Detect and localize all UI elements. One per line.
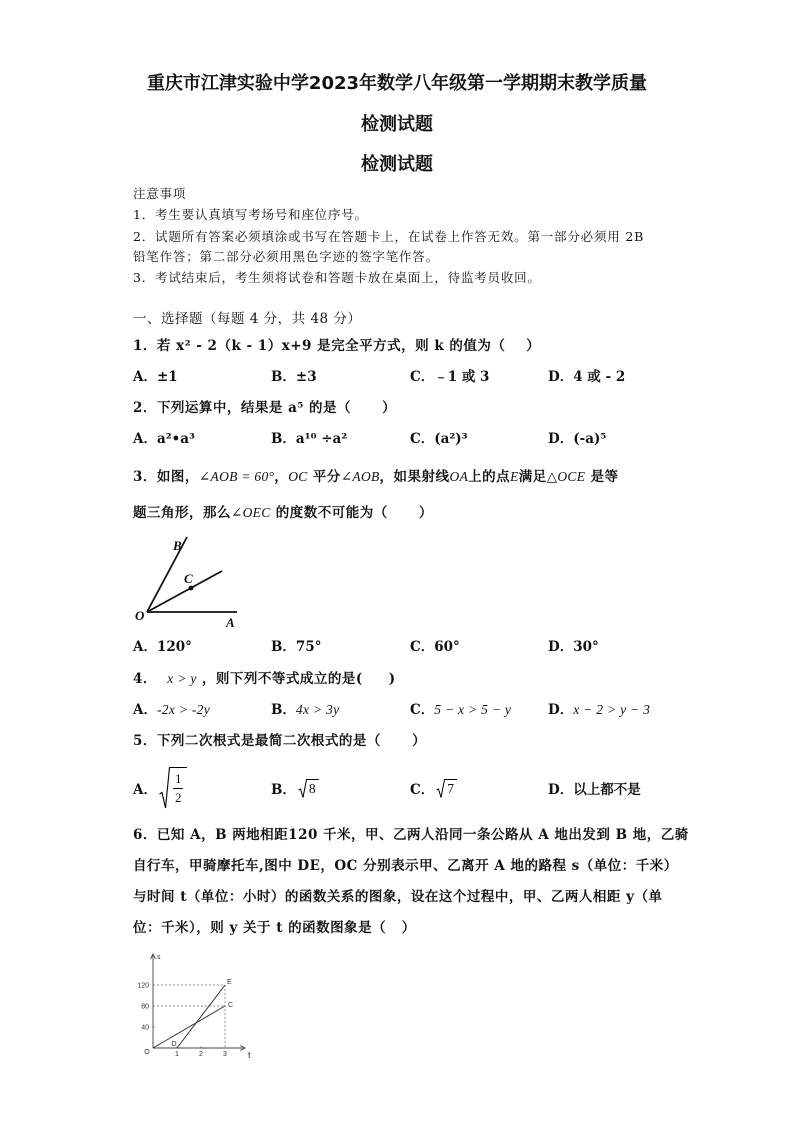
stem-text: 满足 (518, 469, 547, 485)
radical-sign-icon (159, 767, 170, 809)
option-text: 4x > 3y (295, 702, 340, 717)
option-label: A． (133, 639, 157, 655)
option-text: a¹⁰ ÷a² (295, 431, 348, 447)
stem-text: 平分 (307, 469, 341, 485)
label-o: O (135, 608, 145, 623)
option-text: 4 或 - 2 (573, 369, 626, 385)
math-expr: OA (449, 469, 469, 484)
point-label-d: D (171, 1041, 177, 1048)
distance-time-graph (130, 950, 255, 1065)
option-text: 5 − x > 5 − y (434, 702, 512, 717)
label-b: B (173, 538, 182, 553)
question-4-option-c (410, 701, 511, 719)
math-expr: ∠OEC (231, 505, 271, 520)
fraction-denominator: 2 (174, 790, 182, 805)
option-label: D． (548, 782, 574, 798)
stem-text: 4． (133, 671, 168, 687)
stem-text: 是等 (585, 469, 619, 485)
option-label: A． (133, 369, 157, 385)
y-axis-label: s (157, 954, 161, 961)
radicand: 8 (307, 779, 319, 797)
stem-text: 题三角形，那么 (133, 505, 231, 521)
sqrt-fraction (159, 767, 188, 809)
option-text: ±3 (295, 369, 317, 385)
point-c (189, 586, 194, 591)
question-5-option-d (548, 766, 641, 810)
question-3-option-d (548, 638, 599, 656)
question-4-option-d (548, 701, 650, 719)
option-label: D． (548, 431, 574, 447)
question-4-option-a (133, 701, 210, 719)
option-text: x − 2 > y − 3 (573, 702, 651, 717)
origin-label: O (144, 1049, 150, 1056)
stem-text: 上的点 (468, 469, 511, 485)
option-label: C． (410, 431, 435, 447)
option-label: A． (133, 702, 157, 718)
question-3-option-b (271, 638, 321, 656)
fraction-numerator: 1 (173, 771, 184, 789)
option-label: D． (548, 369, 574, 385)
option-label: B． (271, 431, 296, 447)
option-label: C． (410, 369, 435, 385)
option-text: 30° (573, 639, 599, 655)
x-axis-label: t (248, 1050, 251, 1060)
x-tick-label: 3 (223, 1051, 227, 1058)
question-5-option-a (133, 766, 187, 810)
question-1-option-d (548, 368, 625, 386)
option-label: D． (548, 702, 574, 718)
question-3-stem-line-1 (133, 468, 619, 486)
question-1-option-a (133, 368, 178, 386)
line-oc (153, 1006, 225, 1048)
angle-figure (133, 530, 245, 630)
sqrt-expression (436, 779, 457, 798)
fraction (170, 767, 188, 806)
option-text: ﹣1 或 3 (434, 369, 490, 385)
option-text: 120° (156, 639, 192, 655)
question-2-option-a (133, 430, 195, 448)
option-text: ±1 (156, 369, 178, 385)
notes-line-3: 铅笔作答；第二部分必须用黑色字迹的签字笔作答。 (133, 249, 439, 264)
option-label: A． (133, 431, 157, 447)
question-6-stem-line-2: 自行车，甲骑摩托车,图中 DE，OC 分别表示甲、乙离开 A 地的路程 s（单位：千米） (133, 858, 678, 874)
math-expr: E (510, 469, 519, 484)
section-heading: 一、选择题（每题 4 分，共 48 分） (133, 311, 362, 327)
option-label: D． (548, 639, 574, 655)
x-tick-label: 2 (199, 1051, 203, 1058)
question-2-option-b (271, 430, 347, 448)
question-4-option-b (271, 701, 339, 719)
question-2-stem: 2．下列运算中，结果是 a⁵ 的是（ ） (133, 400, 397, 416)
radicand: 7 (445, 779, 457, 797)
question-3-option-a (133, 638, 192, 656)
option-label: C． (410, 782, 435, 798)
question-3-option-c (410, 638, 460, 656)
notes-heading: 注意事项 (133, 186, 187, 201)
y-tick-label: 120 (137, 982, 149, 990)
question-2-option-d (548, 430, 606, 448)
radical-sign-icon (298, 779, 307, 798)
point-label-c: C (228, 1002, 234, 1009)
question-6-stem-line-1: 6．已知 A，B 两地相距120 千米，甲、乙两人沿同一条公路从 A 地出发到 B 地，乙骑 (133, 827, 689, 843)
stem-text: ，如果射线 (379, 469, 450, 485)
notes-line-4: 3．考试结束后，考生须将试卷和答题卡放在桌面上，待监考员收回。 (133, 270, 541, 285)
math-expr: ∠AOB = 60° (198, 469, 275, 484)
question-6-stem-line-4: 位：千米），则 y 关于 t 的函数图象是（ ） (133, 920, 416, 936)
option-label: C． (410, 639, 435, 655)
question-5-stem: 5．下列二次根式是最简二次根式的是（ ） (133, 733, 427, 749)
option-text: 以上都不是 (573, 782, 641, 798)
question-1-option-c (410, 368, 489, 386)
question-1-option-b (271, 368, 317, 386)
exam-title-line-2: 检测试题 (361, 114, 433, 135)
radical-sign-icon (436, 779, 445, 798)
option-label: B． (271, 702, 296, 718)
exam-title-line-1: 重庆市江津实验中学2023年数学八年级第一学期期末教学质量 (146, 73, 648, 94)
math-expr: OC (288, 469, 308, 484)
sqrt-expression (298, 779, 319, 798)
question-2-option-c (410, 430, 468, 448)
option-label: A． (133, 782, 157, 798)
math-expr: x > y (167, 671, 197, 686)
question-5-option-c (410, 766, 457, 810)
notes-line-1: 1．考生要认真填写考场号和座位序号。 (133, 207, 368, 222)
stem-text: ， (274, 469, 289, 485)
line-de (177, 985, 225, 1048)
math-expr: △OCE (546, 469, 586, 484)
y-tick-label: 40 (141, 1024, 149, 1032)
option-text: (-a)⁵ (573, 431, 607, 447)
question-5-option-b (271, 766, 319, 810)
question-3-stem-line-2 (133, 504, 433, 522)
stem-text: 的度数不可能为（ ） (270, 505, 433, 521)
option-text: 75° (295, 639, 322, 655)
label-c: C (184, 571, 193, 586)
x-tick-label: 1 (175, 1051, 179, 1058)
option-label: C． (410, 702, 435, 718)
stem-text: ，则下列不等式成立的是( ) (196, 671, 396, 687)
point-label-e: E (227, 979, 232, 986)
notes-line-2: 2．试题所有答案必须填涂或书写在答题卡上，在试卷上作答无效。第一部分必须用 2B (133, 229, 645, 244)
math-expr: ∠AOB (340, 469, 380, 484)
y-tick-label: 80 (141, 1003, 149, 1011)
option-text: 60° (434, 639, 460, 655)
option-text: (a²)³ (434, 431, 468, 447)
label-a: A (226, 615, 235, 630)
stem-text: 3．如图， (133, 469, 199, 485)
question-4-stem (133, 670, 396, 688)
exam-title-line-3: 检测试题 (361, 154, 433, 175)
question-1-stem: 1．若 x² - 2（k - 1）x+9 是完全平方式，则 k 的值为（ ） (133, 338, 541, 354)
option-text: -2x > -2y (156, 702, 211, 717)
option-label: B． (271, 639, 296, 655)
question-6-stem-line-3: 与时间 t（单位：小时）的函数关系的图象，设在这个过程中，甲、乙两人相距 y（单 (133, 889, 663, 905)
option-label: B． (271, 369, 296, 385)
option-label: B． (271, 782, 296, 798)
option-text: a²•a³ (156, 431, 195, 447)
